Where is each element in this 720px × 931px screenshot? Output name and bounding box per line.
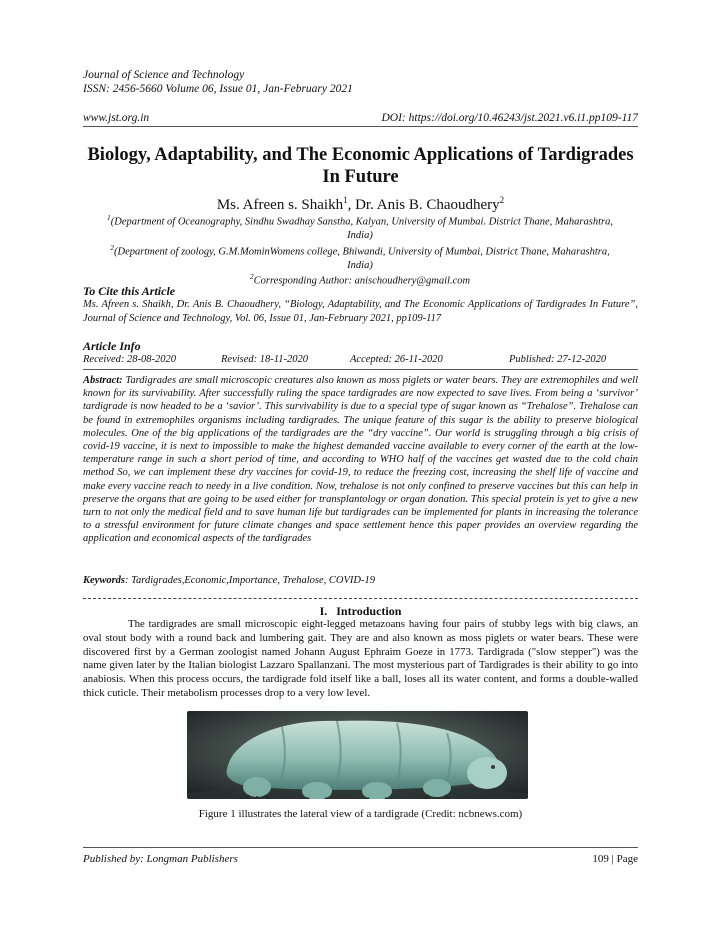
keywords	[83, 575, 638, 586]
paper-title: Biology, Adaptability, and The Economic Applications of Tardigrades In Future	[87, 145, 634, 187]
keywords-divider	[83, 598, 638, 599]
corresponding-author-text[interactable]: Corresponding Author: anischoudhery@gmail.com	[253, 275, 471, 287]
affiliation-1	[100, 211, 620, 242]
abstract-text: Tardigrades are small microscopic creatures also known as moss piglets or water bears. They are extremophiles and well known for its survivability. After successfully ruling the space tardigrades are now expected to save lives. From being a ‘survivor’ tardigrade is now headed to be a ‘savior’. This survivability is due to a special type of sugar known as “Trehalose”. Trehalose can be found in extremophiles organisms including tardigrades. The unique feature of this sugar is the ability to preserve biological molecules. One of the big applications of the tardigrades are the “dry vaccine”. Our world is struggling through a big crisis of covid-19 vaccine, it is next to impossible to make the highest demanded vaccine available to every corner of the earth at the low-temperature range in such a short period of time, and according to WHO half of the vaccines get wasted due to the cold chain method So, we can implement these dry vaccines for covid-19, to reduce the freezing cost, increasing the shelf life of vaccine and make every vaccine reach to needy in a live condition. Now, trehalose is not only confined to preserve vaccines but this can help in preserve the organs that are going to be used either for transplantology or organ donation. This special protein is yet to give a new turn to not only the medical field and to save human life but tardigrades can be implemented for plants in increasing the tolerance to a stressful environment for future climate changes and space settlement hence this paper provides an overview regarding the application and economical aspects of the tardigrades	[83, 375, 638, 545]
author-2-affiliation-mark: 2	[499, 195, 505, 205]
accepted-date: Accepted: 26-11-2020	[350, 354, 443, 365]
affiliation-2-text: (Department of zoology, G.M.MominWomens college, Bhiwandi, University of Mumbai, District Thane, Maharashtra, India)	[114, 246, 610, 271]
author-separator: ,	[347, 197, 356, 213]
published-date: Published: 27-12-2020	[509, 354, 607, 365]
abstract	[83, 374, 638, 546]
tardigrade-image	[187, 711, 528, 799]
section-number: I.	[319, 604, 328, 618]
dates-divider	[83, 369, 638, 370]
section-heading	[83, 604, 638, 619]
keywords-text: : Tardigrades,Economic,Importance, Trehalose, COVID-19	[125, 575, 375, 586]
corresponding-author-mark: 2	[249, 272, 254, 281]
citation-text: Ms. Afreen s. Shaikh, Dr. Anis B. Chaoudhery, “Biology, Adaptability, and The Economic Applications of Tardigrades In Future”, Journal of Science and Technology, Vol. 06, Issue 01, Jan-February 2021, pp109-117	[83, 299, 638, 324]
publisher-credit: Published by: Longman Publishers	[83, 853, 238, 865]
revised-date: Revised: 18-11-2020	[221, 354, 308, 365]
cite-heading: To Cite this Article	[83, 284, 176, 298]
affiliation-1-text: (Department of Oceanography, Sindhu Swadhay Sanstha, Kalyan, University of Mumbai. District Thane, Maharashtra, India)	[110, 216, 613, 241]
journal-name: Journal of Science and Technology	[83, 69, 245, 81]
received-date: Received: 28-08-2020	[83, 354, 176, 365]
journal-header	[83, 68, 353, 96]
author-1-affiliation-mark: 1	[343, 195, 348, 205]
introduction-paragraph	[83, 618, 638, 701]
doi-link[interactable]: DOI: https://doi.org/10.46243/jst.2021.v6.i1.pp109-117	[381, 112, 638, 124]
tardigrade-illustration	[187, 711, 528, 799]
article-info-heading: Article Info	[83, 339, 141, 353]
introduction-text: The tardigrades are small microscopic eight-legged metazoans having four pairs of stubby legs with big claws, an oval stout body with a round back and lumbering gait. They are and also known as moss piglets or water bears. These were discovered first by a German zoologist named Johann August Ephraim Goeze in 1773. Tardigrada ("slow stepper") was the name given later by the Italian biologist Lazzaro Spallanzani. The most mysterious part of Tardigrades is their ability to go into anabiosis. When this process occurs, the tardigrade fold itself like a ball, loses all its water content, and forms a double-walled thick cuticle. Their metabolism processes drop to a very low level.	[83, 618, 638, 699]
affiliation-2-mark: 2	[110, 243, 115, 252]
section-title: Introduction	[336, 604, 402, 618]
header-divider	[83, 126, 638, 127]
footer-divider	[83, 847, 638, 848]
affiliation-1-mark: 1	[107, 213, 111, 222]
figure-caption: Figure 1 illustrates the lateral view of a tardigrade (Credit: ncbnews.com)	[198, 808, 523, 820]
corresponding-author	[100, 270, 620, 288]
keywords-label: Keywords	[83, 575, 125, 586]
journal-issn: ISSN: 2456-5660 Volume 06, Issue 01, Jan-February 2021	[83, 83, 353, 95]
author-2: Dr. Anis B. Chaoudhery	[355, 197, 500, 213]
abstract-label: Abstract:	[83, 375, 123, 386]
page-number: 109 | Page	[592, 853, 638, 865]
journal-website[interactable]: www.jst.org.in	[83, 112, 150, 124]
affiliation-2	[100, 241, 620, 272]
author-1: Ms. Afreen s. Shaikh	[216, 197, 344, 213]
